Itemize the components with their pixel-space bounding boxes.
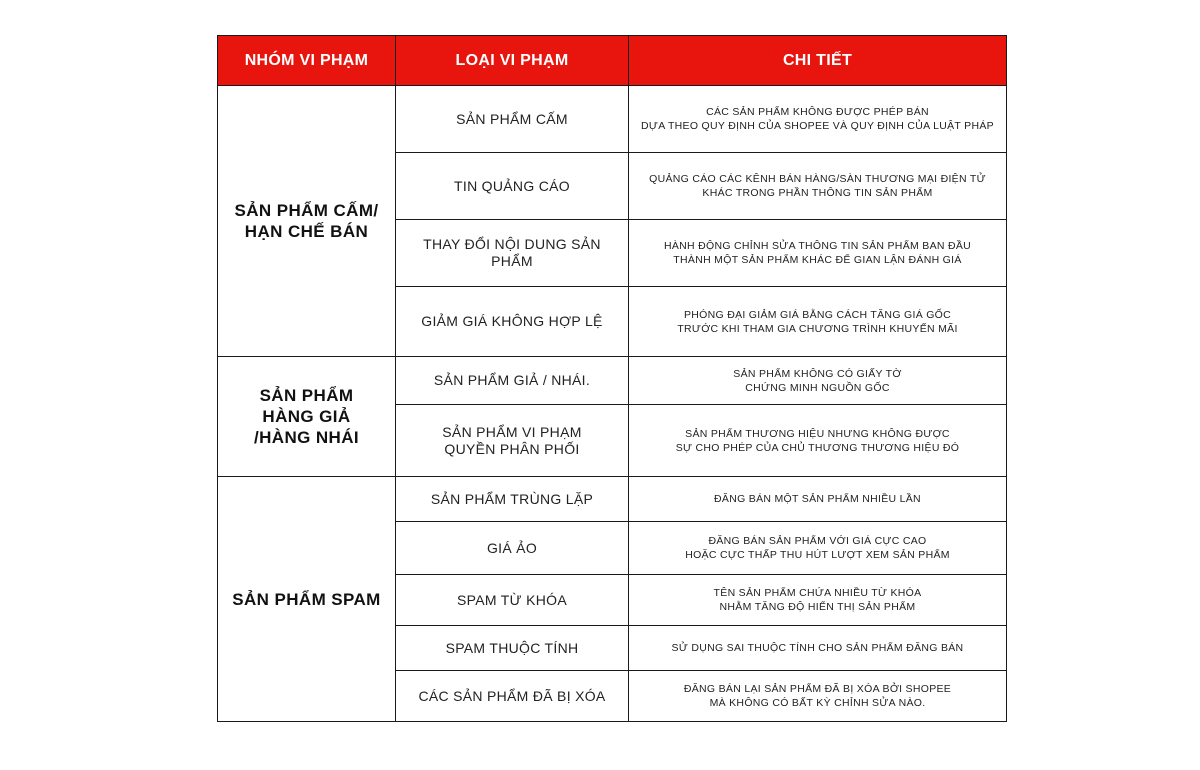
violation-table-container xyxy=(217,35,1007,722)
header-violation-group: NHÓM VI PHẠM xyxy=(218,36,396,86)
text-line: CÁC SẢN PHẨM ĐÃ BỊ XÓA xyxy=(418,687,606,704)
text-line: CHỨNG MINH NGUỒN GỐC xyxy=(745,381,890,394)
violation-type-cell xyxy=(396,477,629,522)
text-line: SPAM THUỘC TÍNH xyxy=(445,639,579,656)
text-line: SỬ DỤNG SAI THUỘC TÍNH CHO SẢN PHẨM ĐĂNG BÁN xyxy=(671,642,964,654)
text-line: ĐĂNG BÁN SẢN PHẨM VỚI GIÁ CỰC CAO xyxy=(708,535,927,547)
table-row xyxy=(218,477,1007,522)
violation-type-cell xyxy=(396,86,629,153)
violation-detail-cell xyxy=(629,86,1007,153)
text-line: SỰ CHO PHÉP CỦA CHỦ THƯƠNG THƯƠNG HIỆU ĐÓ xyxy=(675,441,960,454)
text-line: SẢN PHẨM KHÔNG CÓ GIẤY TỜ xyxy=(733,367,902,380)
text-line: TIN QUẢNG CÁO xyxy=(454,177,570,194)
violation-table xyxy=(217,35,1007,722)
text-line: PHÓNG ĐẠI GIẢM GIÁ BẰNG CÁCH TĂNG GIÁ GỐC xyxy=(683,308,952,321)
table-header xyxy=(218,36,1007,86)
violation-group-cell xyxy=(218,86,396,357)
violation-type-cell xyxy=(396,287,629,357)
violation-type-cell xyxy=(396,575,629,626)
violation-type-cell xyxy=(396,153,629,220)
violation-type-cell xyxy=(396,671,629,722)
text-line: HÀNH ĐỘNG CHỈNH SỬA THÔNG TIN SẢN PHẨM BAN ĐẦU xyxy=(663,240,972,252)
text-line: ĐĂNG BÁN MỘT SẢN PHẨM NHIỀU LẦN xyxy=(714,493,921,505)
text-line: THÀNH MỘT SẢN PHẨM KHÁC ĐỂ GIAN LẬN ĐÁNH GIÁ xyxy=(673,254,962,266)
violation-group-cell xyxy=(218,357,396,477)
text-line: GIÁ ẢO xyxy=(486,539,538,556)
violation-detail-cell xyxy=(629,671,1007,722)
text-line: SẢN PHẨM THƯƠNG HIỆU NHƯNG KHÔNG ĐƯỢC xyxy=(685,427,950,440)
violation-type-cell xyxy=(396,405,629,477)
text-line: SẢN PHẨM TRÙNG LẶP xyxy=(430,490,594,507)
header-row xyxy=(218,36,1007,86)
table-body xyxy=(218,86,1007,722)
text-line: HÀNG GIẢ xyxy=(262,407,351,426)
violation-detail-cell xyxy=(629,153,1007,220)
text-line: DỰA THEO QUY ĐỊNH CỦA SHOPEE VÀ QUY ĐỊNH CỦA LUẬT PHÁP xyxy=(641,120,994,132)
violation-detail-cell xyxy=(629,522,1007,575)
header-violation-type: LOẠI VI PHẠM xyxy=(396,36,629,86)
violation-group-cell xyxy=(218,477,396,722)
text-line: HẠN CHẾ BÁN xyxy=(244,222,369,241)
text-line: NHẰM TĂNG ĐỘ HIỂN THỊ SẢN PHẨM xyxy=(719,601,916,613)
violation-detail-cell xyxy=(629,626,1007,671)
text-line: HOẶC CỰC THẤP THU HÚT LƯỢT XEM SẢN PHẨM xyxy=(685,549,950,561)
violation-type-cell xyxy=(396,357,629,405)
violation-detail-cell xyxy=(629,220,1007,287)
text-line: /HÀNG NHÁI xyxy=(253,428,360,447)
text-line: CÁC SẢN PHẨM KHÔNG ĐƯỢC PHÉP BÁN xyxy=(706,106,929,118)
text-line: GIẢM GIÁ KHÔNG HỢP LỆ xyxy=(421,313,603,329)
violation-type-cell xyxy=(396,626,629,671)
violation-detail-cell xyxy=(629,357,1007,405)
violation-detail-cell xyxy=(629,477,1007,522)
violation-detail-cell xyxy=(629,575,1007,626)
text-line: SẢN PHẨM CẤM/ xyxy=(234,201,379,220)
table-row xyxy=(218,357,1007,405)
text-line: THAY ĐỔI NỘI DUNG SẢN PHẨM xyxy=(423,236,601,269)
header-detail: CHI TIẾT xyxy=(629,36,1007,86)
text-line: TRƯỚC KHI THAM GIA CHƯƠNG TRÌNH KHUYẾN MÃI xyxy=(677,322,958,335)
violation-detail-cell xyxy=(629,405,1007,477)
violation-type-cell xyxy=(396,522,629,575)
table-row xyxy=(218,86,1007,153)
text-line: SẢN PHẨM VI PHẠM xyxy=(442,423,582,440)
text-line: MÀ KHÔNG CÓ BẤT KỲ CHỈNH SỬA NÀO. xyxy=(709,697,926,709)
text-line: SẢN PHẨM GIẢ / NHÁI. xyxy=(433,372,591,388)
text-line: SẢN PHẨM SPAM xyxy=(232,589,381,609)
text-line: KHÁC TRONG PHẦN THÔNG TIN SẢN PHẨM xyxy=(702,187,933,199)
text-line: SPAM TỪ KHÓA xyxy=(457,591,567,608)
text-line: ĐĂNG BÁN LẠI SẢN PHẨM ĐÃ BỊ XÓA BỞI SHOPEE xyxy=(683,683,952,695)
text-line: SẢN PHẨM xyxy=(259,386,354,405)
violation-detail-cell xyxy=(629,287,1007,357)
text-line: TÊN SẢN PHẨM CHỨA NHIỀU TỪ KHÓA xyxy=(713,587,922,599)
text-line: QUẢNG CÁO CÁC KÊNH BÁN HÀNG/SÀN THƯƠNG MẠI ĐIỆN TỬ xyxy=(649,173,986,185)
text-line: QUYỀN PHÂN PHỐI xyxy=(444,440,580,457)
text-line: SẢN PHẨM CẤM xyxy=(456,110,568,127)
violation-type-cell xyxy=(396,220,629,287)
